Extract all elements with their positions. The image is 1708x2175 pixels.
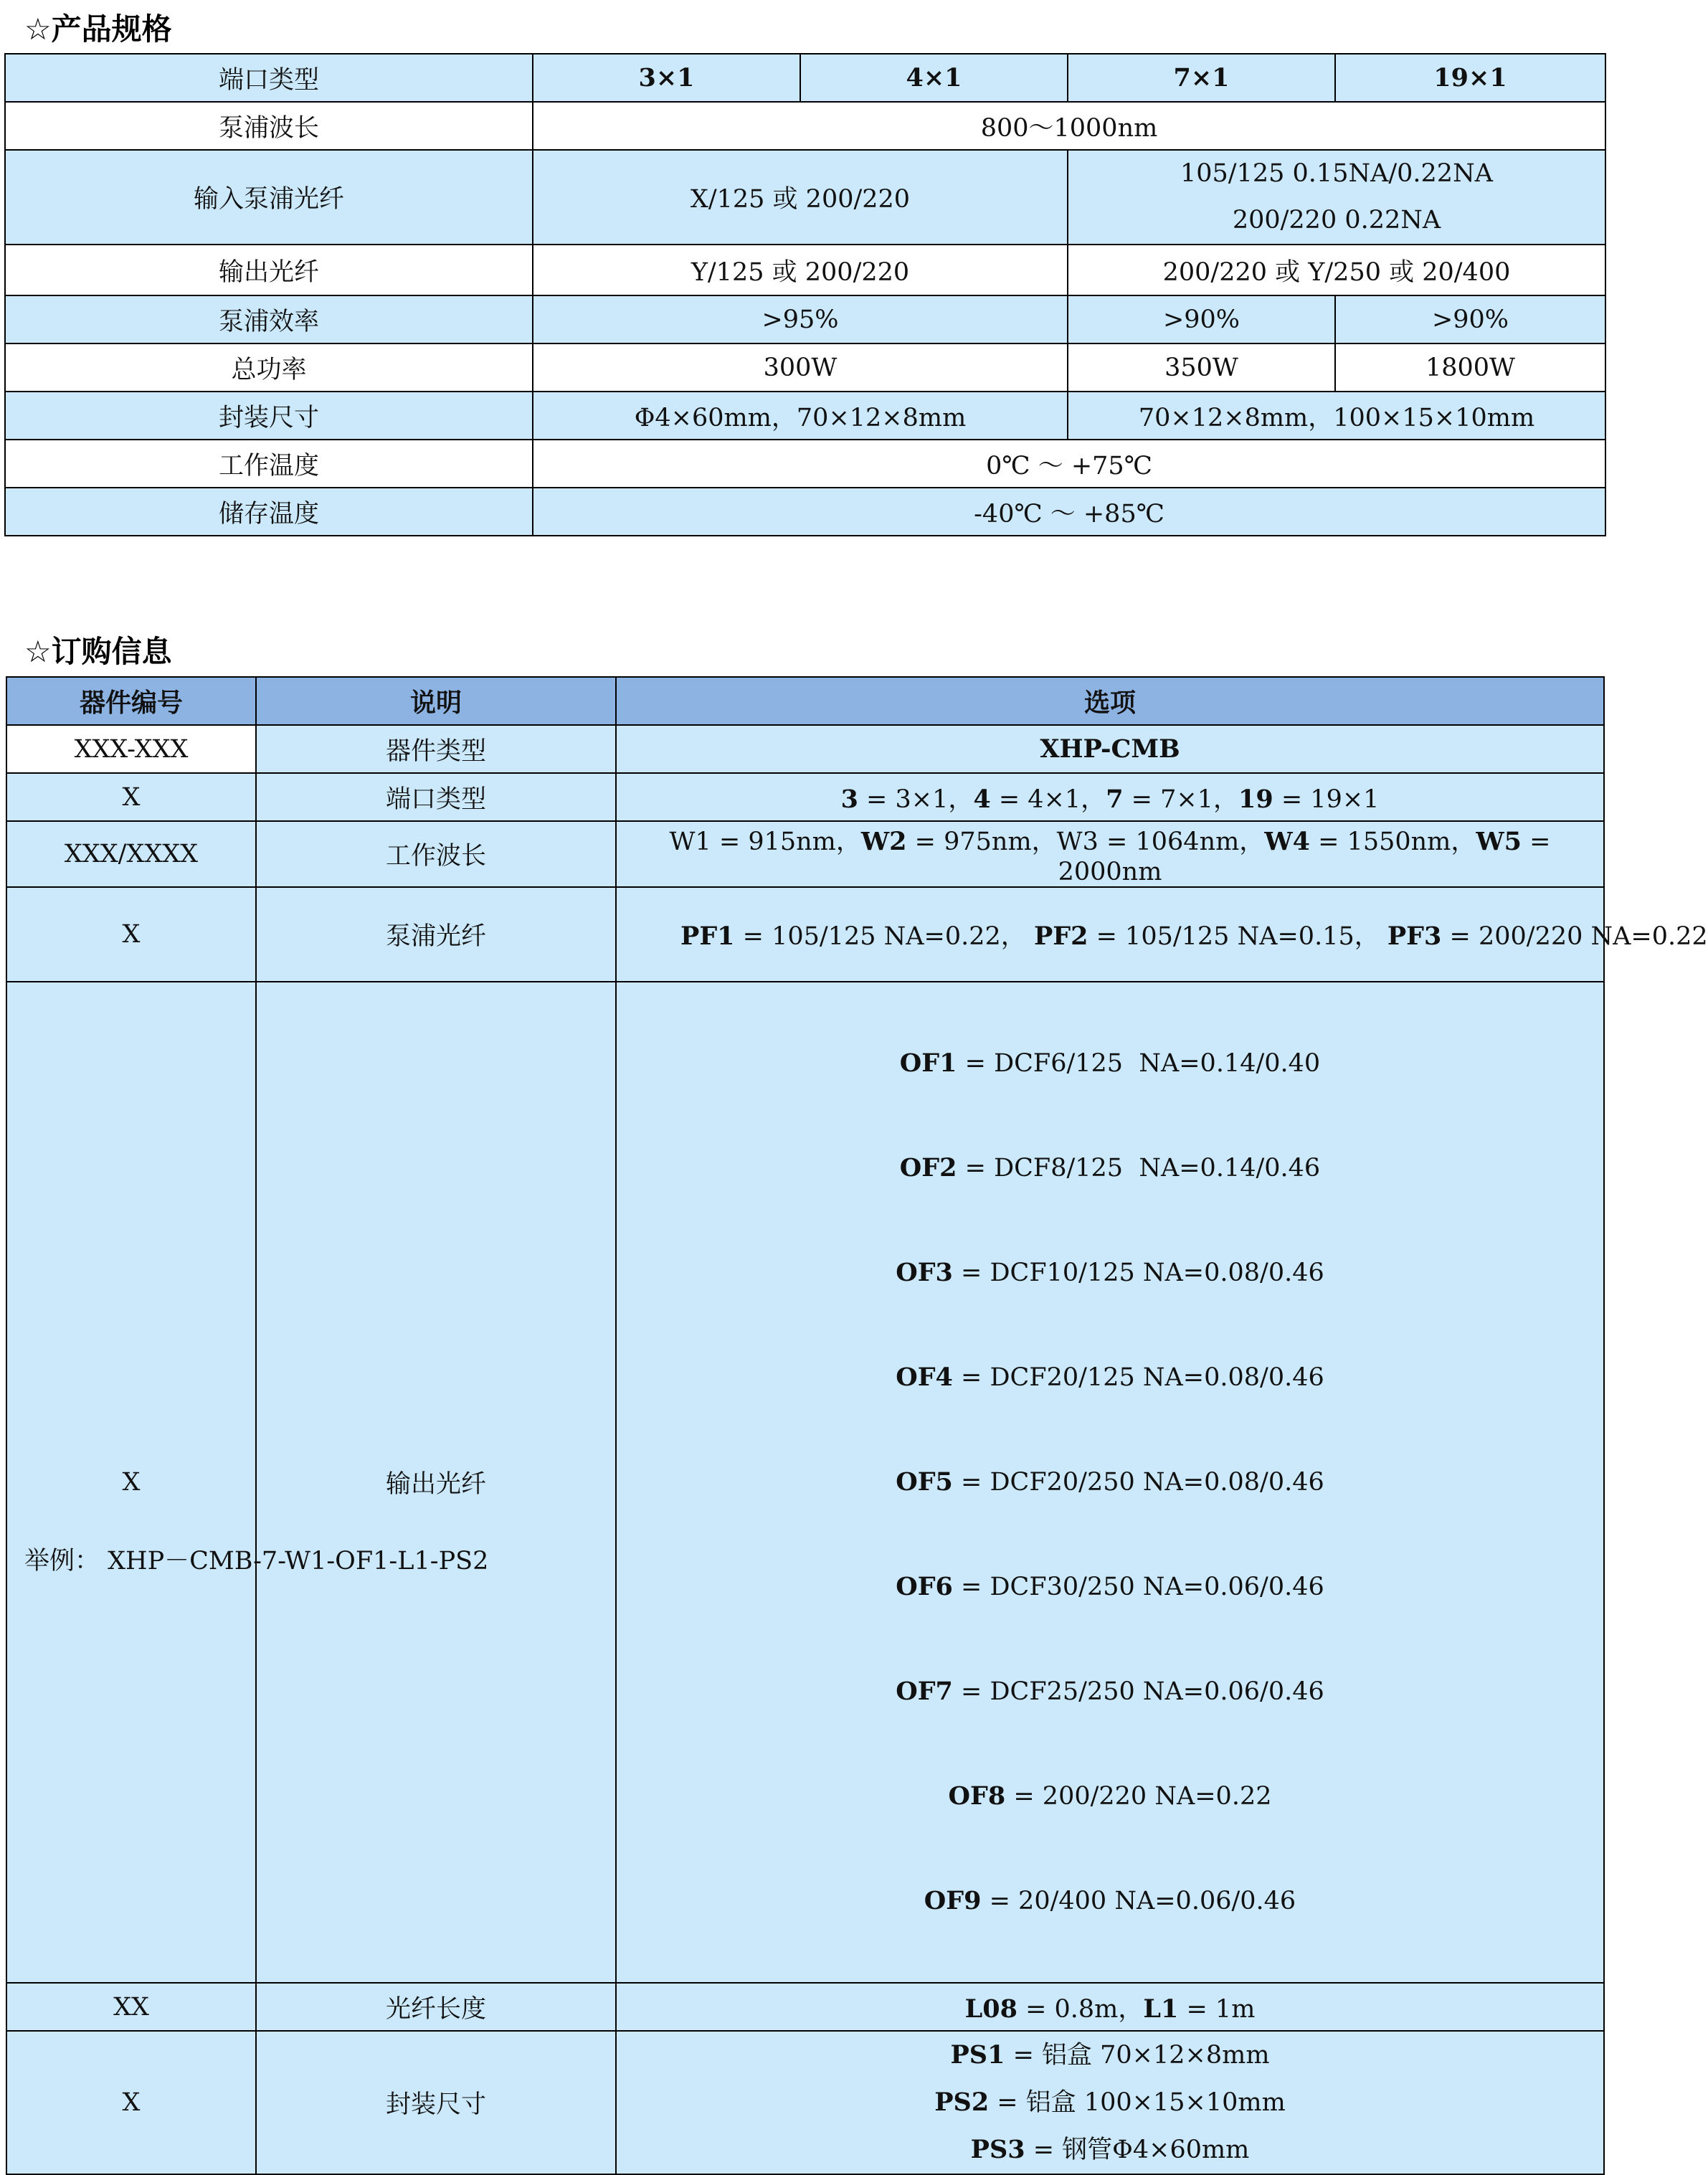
opt-key: OF9 — [924, 1886, 982, 1915]
option-line — [617, 1668, 1603, 1715]
opt-key: PS3 — [970, 2135, 1025, 2164]
opt-key: OF5 — [896, 1467, 953, 1497]
order-row-pump-fiber — [6, 887, 1604, 982]
opt-key: PF3 — [1387, 921, 1442, 951]
options-port — [616, 773, 1604, 821]
opt-key: PS1 — [950, 2040, 1005, 2070]
opt-value: = 1064nm， — [1098, 828, 1265, 856]
code-port: X — [6, 773, 256, 821]
desc-output-fiber: 输出光纤 — [256, 982, 616, 1983]
opt-value: = 20/400 NA=0.06/0.46 — [981, 1887, 1296, 1915]
opt-key: 19 — [1238, 784, 1273, 814]
code-wavelength: XXX/XXXX — [6, 821, 256, 887]
order-header-row — [6, 677, 1604, 725]
output-fiber-right: 200/220 或 Y/250 或 20/400 — [1068, 245, 1605, 295]
spec-label-wavelength: 泵浦波长 — [5, 102, 533, 150]
code-output-fiber: X — [6, 982, 256, 1983]
spec-label-power: 总功率 — [5, 343, 533, 392]
opt-key: PF2 — [1033, 921, 1088, 951]
opt-key: L08 — [964, 1994, 1017, 2024]
opt-value: = 105/125 NA=0.22， — [734, 922, 1034, 951]
opt-value: = 200/220 NA=0.22 — [1005, 1782, 1272, 1811]
opt-value: = 4×1， — [990, 785, 1106, 814]
option-line — [617, 1459, 1603, 1506]
desc-length: 光纤长度 — [256, 1983, 616, 2031]
opt-key: OF6 — [896, 1572, 953, 1601]
port-7x1: 7×1 — [1068, 54, 1335, 102]
opt-value: = 7×1， — [1123, 785, 1238, 814]
spec-label-port: 端口类型 — [5, 54, 533, 102]
opt-value: = 200/220 NA=0.22 — [1441, 922, 1708, 951]
header-desc: 说明 — [256, 677, 616, 725]
options-package — [616, 2031, 1604, 2174]
spec-row-efficiency — [5, 295, 1605, 343]
spec-row-power — [5, 343, 1605, 392]
opt-value: = 975nm， — [906, 828, 1057, 856]
opt-value: = 2000nm — [1058, 828, 1551, 886]
option-line — [617, 1145, 1603, 1192]
opt-key: PF1 — [680, 921, 735, 951]
order-section-title: ☆订购信息 — [24, 634, 172, 669]
op-temp-value: 0℃ ～ +75℃ — [533, 440, 1605, 488]
order-row-length — [6, 1983, 1604, 2031]
options-length — [616, 1983, 1604, 2031]
opt-key: OF8 — [948, 1781, 1006, 1811]
opt-key: W5 — [1476, 827, 1522, 856]
port-3x1: 3×1 — [533, 54, 800, 102]
opt-value: = 1m — [1178, 1994, 1256, 2024]
port-19x1: 19×1 — [1335, 54, 1605, 102]
opt-key: W2 — [860, 827, 907, 856]
spec-row-output-fiber — [5, 245, 1605, 295]
opt-value: = DCF30/250 NA=0.06/0.46 — [952, 1573, 1324, 1601]
spec-label-storage-temp: 储存温度 — [5, 488, 533, 536]
spec-row-port — [5, 54, 1605, 102]
spec-row-wavelength — [5, 102, 1605, 150]
power-mid: 350W — [1068, 343, 1335, 392]
order-example: 举例： XHP－CMB-7-W1-OF1-L1-PS2 — [24, 1547, 489, 1575]
desc-device: 器件类型 — [256, 725, 616, 773]
spec-label-op-temp: 工作温度 — [5, 440, 533, 488]
opt-value: = 915nm， — [711, 828, 861, 856]
opt-value: = DCF20/250 NA=0.08/0.46 — [952, 1468, 1324, 1497]
opt-key: 3 — [840, 784, 858, 814]
order-row-port — [6, 773, 1604, 821]
opt-key: OF3 — [896, 1258, 953, 1287]
spec-label-package: 封装尺寸 — [5, 392, 533, 440]
spec-row-input-fiber — [5, 150, 1605, 245]
option-line — [617, 1354, 1603, 1401]
order-row-package — [6, 2031, 1604, 2174]
desc-pump-fiber: 泵浦光纤 — [256, 887, 616, 982]
opt-value: = 19×1 — [1273, 785, 1380, 814]
option-line — [617, 1249, 1603, 1297]
spec-section-title: ☆产品规格 — [24, 11, 172, 47]
spec-row-package — [5, 392, 1605, 440]
header-code: 器件编号 — [6, 677, 256, 725]
input-fiber-right-line1: 105/125 0.15NA/0.22NA — [1180, 159, 1493, 188]
options-output-fiber — [616, 982, 1604, 1983]
option-line — [617, 1773, 1603, 1820]
opt-value: = 105/125 NA=0.15， — [1088, 922, 1387, 951]
efficiency-right: >90% — [1335, 295, 1605, 343]
order-row-wavelength — [6, 821, 1604, 887]
opt-value: = DCF20/125 NA=0.08/0.46 — [952, 1363, 1324, 1392]
spec-table — [4, 53, 1606, 536]
input-fiber-left: X/125 或 200/220 — [533, 150, 1068, 245]
desc-package: 封装尺寸 — [256, 2031, 616, 2174]
opt-value: = 铝盒 100×15×10mm — [989, 2088, 1286, 2117]
opt-key: OF1 — [899, 1048, 957, 1078]
desc-wavelength: 工作波长 — [256, 821, 616, 887]
package-right: 70×12×8mm，100×15×10mm — [1068, 392, 1605, 440]
opt-value: = DCF10/125 NA=0.08/0.46 — [952, 1259, 1324, 1287]
order-table — [6, 676, 1708, 2175]
port-4x1: 4×1 — [800, 54, 1068, 102]
option-line — [617, 2032, 1603, 2079]
opt-value: = 1550nm， — [1309, 828, 1476, 856]
wavelength-value: 800～1000nm — [533, 102, 1605, 150]
spec-label-input-fiber: 输入泵浦光纤 — [5, 150, 533, 245]
opt-value: = 0.8m， — [1017, 1994, 1144, 2024]
options-wavelength — [616, 821, 1604, 887]
opt-value: = DCF25/250 NA=0.06/0.46 — [952, 1677, 1324, 1706]
option-line — [617, 2126, 1603, 2174]
opt-key: W1 — [669, 828, 711, 856]
package-left: Φ4×60mm，70×12×8mm — [533, 392, 1068, 440]
opt-key: L1 — [1143, 1994, 1179, 2024]
code-device: XXX-XXX — [6, 725, 256, 773]
opt-value: = 3×1， — [858, 785, 974, 814]
order-row-device — [6, 725, 1604, 773]
opt-key: OF7 — [896, 1677, 953, 1706]
opt-value: = DCF6/125 NA=0.14/0.40 — [957, 1049, 1321, 1078]
code-package: X — [6, 2031, 256, 2174]
option-line — [617, 1040, 1603, 1087]
power-left: 300W — [533, 343, 1068, 392]
opt-key: OF4 — [896, 1363, 953, 1392]
options-pump-fiber — [616, 887, 1708, 982]
header-options: 选项 — [616, 677, 1604, 725]
opt-key: OF2 — [899, 1153, 957, 1183]
desc-port: 端口类型 — [256, 773, 616, 821]
opt-value: = DCF8/125 NA=0.14/0.46 — [957, 1154, 1321, 1183]
opt-key: W3 — [1056, 828, 1099, 856]
order-row-output-fiber — [6, 982, 1604, 1983]
storage-temp-value: -40℃ ～ +85℃ — [533, 488, 1605, 536]
opt-value: = 铝盒 70×12×8mm — [1005, 2041, 1270, 2070]
opt-value: = 钢管Φ4×60mm — [1025, 2136, 1250, 2164]
input-fiber-right-line2: 200/220 0.22NA — [1232, 206, 1441, 234]
efficiency-mid: >90% — [1068, 295, 1335, 343]
option-device-value: XHP-CMB — [1040, 734, 1180, 764]
spec-row-storage-temp — [5, 488, 1605, 536]
opt-key: W4 — [1264, 827, 1310, 856]
code-length: XX — [6, 1983, 256, 2031]
option-line — [617, 1877, 1603, 1925]
power-right: 1800W — [1335, 343, 1605, 392]
code-pump-fiber: X — [6, 887, 256, 982]
efficiency-left: >95% — [533, 295, 1068, 343]
spec-label-efficiency: 泵浦效率 — [5, 295, 533, 343]
opt-key: 7 — [1106, 784, 1124, 814]
option-line — [617, 2079, 1603, 2126]
opt-key: PS2 — [934, 2088, 990, 2117]
spec-row-op-temp — [5, 440, 1605, 488]
option-device — [616, 725, 1604, 773]
opt-key: 4 — [973, 784, 991, 814]
input-fiber-right — [1068, 150, 1605, 245]
output-fiber-left: Y/125 或 200/220 — [533, 245, 1068, 295]
spec-label-output-fiber: 输出光纤 — [5, 245, 533, 295]
option-line — [617, 1563, 1603, 1611]
